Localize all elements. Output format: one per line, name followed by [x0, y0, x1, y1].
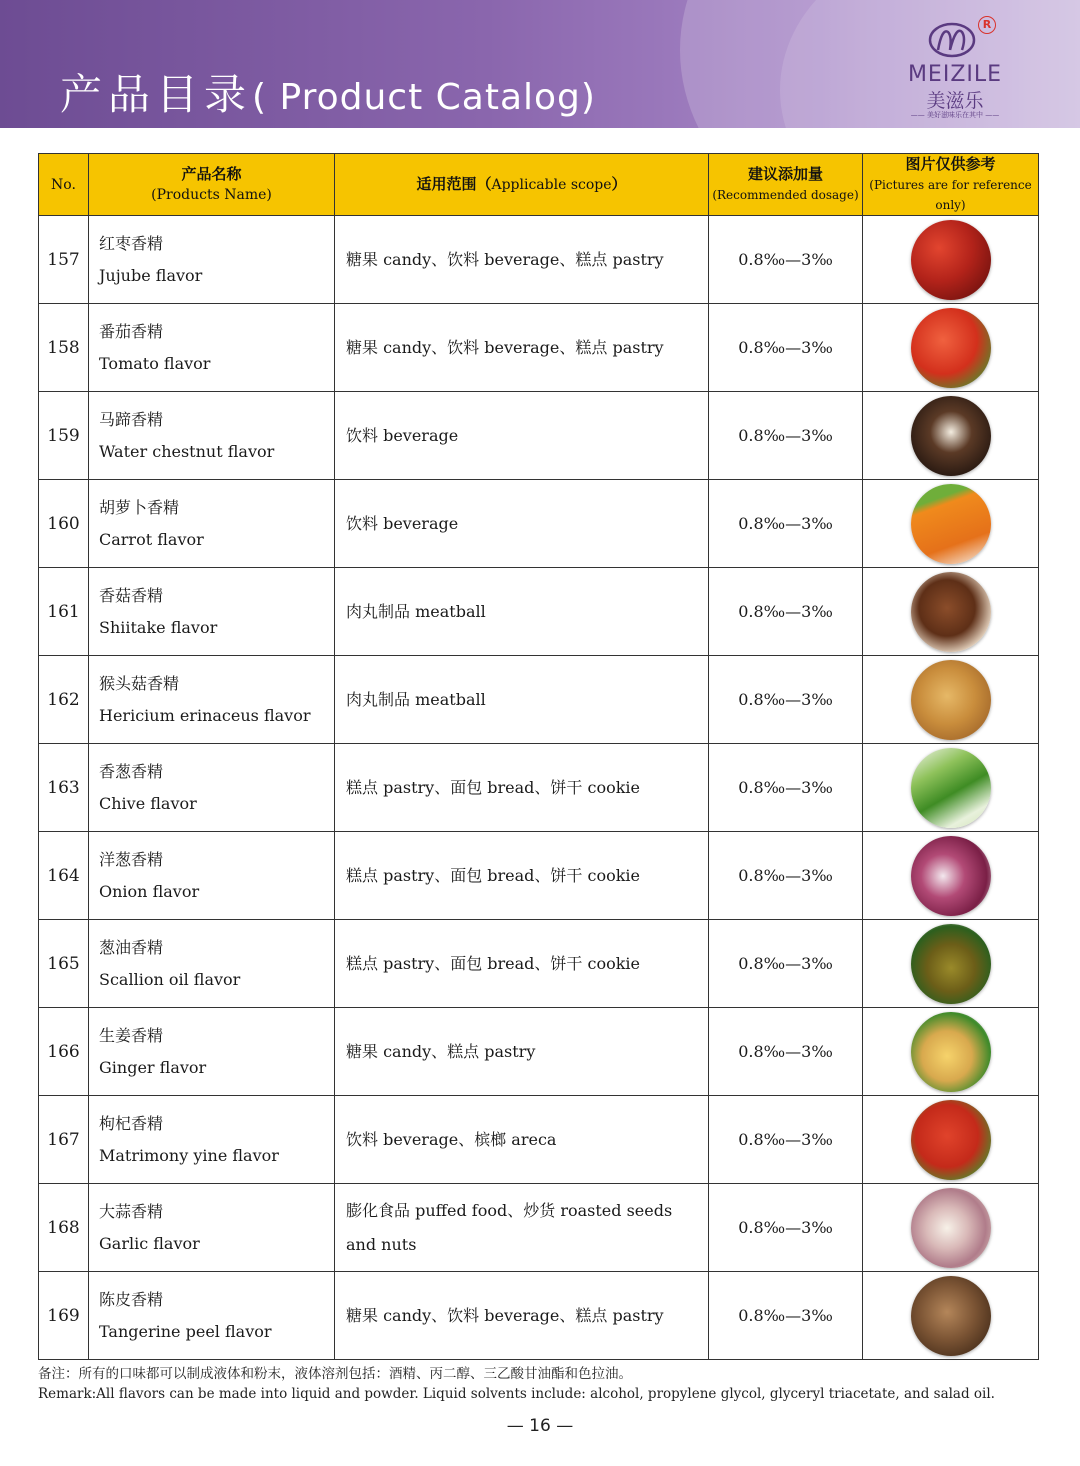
product-picture — [863, 480, 1039, 568]
table-row — [39, 1096, 1039, 1184]
col-header-name — [89, 154, 335, 216]
product-name-cn: 猴头菇香精 — [99, 673, 180, 693]
row-number — [39, 656, 89, 744]
applicable-scope — [335, 1272, 709, 1360]
table-header-row — [39, 154, 1039, 216]
row-number-text: 158 — [47, 337, 80, 358]
product-name-cn: 洋葱香精 — [99, 849, 164, 869]
product-name — [89, 1184, 335, 1272]
recommended-dosage-text: 0.8‰—3‰ — [738, 250, 833, 269]
row-number-text: 166 — [47, 1041, 80, 1062]
page-title-en: ( Product Catalog) — [252, 77, 596, 118]
row-number-text: 163 — [47, 777, 80, 798]
page-title — [60, 62, 596, 122]
product-picture — [863, 216, 1039, 304]
recommended-dosage — [709, 1008, 863, 1096]
product-name-cn: 陈皮香精 — [99, 1289, 164, 1309]
product-name-cn: 马蹄香精 — [99, 409, 164, 429]
recommended-dosage — [709, 304, 863, 392]
applicable-scope-text: 糖果 candy、饮料 beverage、糕点 pastry — [346, 337, 664, 357]
row-number-text: 165 — [47, 953, 80, 974]
product-name-en: Tangerine peel flavor — [99, 1321, 272, 1341]
registered-mark: R — [978, 16, 996, 34]
table-row — [39, 1008, 1039, 1096]
product-picture — [863, 568, 1039, 656]
table-row — [39, 216, 1039, 304]
recommended-dosage-text: 0.8‰—3‰ — [738, 778, 833, 797]
col-header-picture-cn: 图片仅供参考 — [905, 155, 996, 173]
product-name — [89, 304, 335, 392]
product-name-cn: 葱油香精 — [99, 937, 164, 957]
row-number — [39, 480, 89, 568]
table-row — [39, 480, 1039, 568]
recommended-dosage — [709, 920, 863, 1008]
product-name — [89, 920, 335, 1008]
row-number-text: 157 — [47, 249, 80, 270]
col-header-no-label: No. — [51, 176, 76, 193]
product-name-en: Carrot flavor — [99, 529, 204, 549]
applicable-scope — [335, 392, 709, 480]
product-name-cn: 番茄香精 — [99, 321, 164, 341]
product-catalog-table — [38, 153, 1039, 1360]
product-name — [89, 568, 335, 656]
col-header-dosage-cn: 建议添加量 — [747, 165, 823, 183]
row-number — [39, 568, 89, 656]
applicable-scope-text: 膨化食品 puffed food、炒货 roasted seeds and nuts — [346, 1200, 673, 1254]
product-picture — [863, 1272, 1039, 1360]
applicable-scope — [335, 1008, 709, 1096]
product-name-en: Matrimony yine flavor — [99, 1145, 279, 1165]
row-number — [39, 392, 89, 480]
garlic-icon — [911, 1188, 991, 1268]
product-picture — [863, 656, 1039, 744]
recommended-dosage-text: 0.8‰—3‰ — [738, 602, 833, 621]
applicable-scope — [335, 744, 709, 832]
row-number — [39, 1184, 89, 1272]
applicable-scope-text: 饮料 beverage、槟榔 areca — [346, 1129, 557, 1149]
scallion-oil-icon — [911, 924, 991, 1004]
chive-icon — [911, 748, 991, 828]
brand-name-cn: 美滋乐 — [926, 90, 984, 112]
applicable-scope — [335, 216, 709, 304]
page-title-cn: 产品目录 — [60, 70, 253, 119]
row-number — [39, 832, 89, 920]
product-picture — [863, 304, 1039, 392]
applicable-scope-text: 饮料 beverage — [346, 425, 459, 445]
col-header-scope-cn: 适用范围（ — [416, 175, 492, 193]
product-name — [89, 1272, 335, 1360]
product-name — [89, 1096, 335, 1184]
applicable-scope — [335, 656, 709, 744]
table-row — [39, 392, 1039, 480]
product-picture — [863, 744, 1039, 832]
row-number-text: 168 — [47, 1217, 80, 1238]
carrot-icon — [911, 484, 991, 564]
onion-icon — [911, 836, 991, 916]
table-row — [39, 1272, 1039, 1360]
product-name-en: Jujube flavor — [99, 265, 203, 285]
product-name-cn: 香葱香精 — [99, 761, 164, 781]
recommended-dosage — [709, 1184, 863, 1272]
applicable-scope-text: 糖果 candy、糕点 pastry — [346, 1041, 536, 1061]
shiitake-icon — [911, 572, 991, 652]
product-name-cn: 香菇香精 — [99, 585, 164, 605]
table-row — [39, 304, 1039, 392]
recommended-dosage-text: 0.8‰—3‰ — [738, 690, 833, 709]
brand-logo — [890, 14, 1020, 124]
row-number — [39, 744, 89, 832]
row-number-text: 162 — [47, 689, 80, 710]
recommended-dosage — [709, 392, 863, 480]
row-number-text: 160 — [47, 513, 80, 534]
row-number — [39, 1096, 89, 1184]
product-name — [89, 832, 335, 920]
recommended-dosage — [709, 1096, 863, 1184]
product-name — [89, 656, 335, 744]
applicable-scope — [335, 1184, 709, 1272]
page-number: — 16 — — [506, 1416, 574, 1436]
tomato-icon — [911, 308, 991, 388]
applicable-scope-text: 肉丸制品 meatball — [346, 689, 486, 709]
goji-icon — [911, 1100, 991, 1180]
product-name-en: Scallion oil flavor — [99, 969, 241, 989]
col-header-no — [39, 154, 89, 216]
row-number — [39, 1272, 89, 1360]
table-row — [39, 1184, 1039, 1272]
col-header-dosage-en: (Recommended dosage) — [712, 188, 859, 202]
recommended-dosage-text: 0.8‰—3‰ — [738, 1042, 833, 1061]
col-header-scope-en: Applicable scope — [491, 177, 612, 193]
row-number-text: 161 — [47, 601, 80, 622]
row-number — [39, 920, 89, 1008]
recommended-dosage-text: 0.8‰—3‰ — [738, 338, 833, 357]
logo-mark-icon — [928, 22, 976, 58]
applicable-scope — [335, 832, 709, 920]
recommended-dosage — [709, 744, 863, 832]
applicable-scope-text: 糕点 pastry、面包 bread、饼干 cookie — [346, 953, 641, 973]
col-header-name-cn: 产品名称 — [181, 165, 242, 183]
product-name-cn: 胡萝卜香精 — [99, 497, 180, 517]
recommended-dosage-text: 0.8‰—3‰ — [738, 1306, 833, 1325]
row-number — [39, 1008, 89, 1096]
row-number — [39, 216, 89, 304]
recommended-dosage-text: 0.8‰—3‰ — [738, 954, 833, 973]
product-name-en: Shiitake flavor — [99, 617, 218, 637]
product-name — [89, 216, 335, 304]
applicable-scope-text: 糕点 pastry、面包 bread、饼干 cookie — [346, 865, 641, 885]
remark-en: Remark:All flavors can be made into liquid and powder. Liquid solvents include: alcohol, propylene glycol, glyceryl triacetate, and salad oil. — [38, 1386, 995, 1402]
recommended-dosage — [709, 1272, 863, 1360]
hericium-icon — [911, 660, 991, 740]
recommended-dosage-text: 0.8‰—3‰ — [738, 514, 833, 533]
col-header-picture-en: (Pictures are for reference only) — [869, 178, 1032, 212]
applicable-scope-text: 糖果 candy、饮料 beverage、糕点 pastry — [346, 249, 664, 269]
applicable-scope — [335, 480, 709, 568]
col-header-picture — [863, 154, 1039, 216]
remark — [38, 1364, 1048, 1404]
col-header-name-en: (Products Name) — [151, 187, 272, 203]
row-number-text: 169 — [47, 1305, 80, 1326]
product-picture — [863, 920, 1039, 1008]
remark-cn: 备注：所有的口味都可以制成液体和粉末，液体溶剂包括：酒精、丙二醇、三乙酸甘油酯和色拉油。 — [38, 1366, 632, 1382]
product-name-en: Ginger flavor — [99, 1057, 207, 1077]
recommended-dosage-text: 0.8‰—3‰ — [738, 426, 833, 445]
recommended-dosage-text: 0.8‰—3‰ — [738, 1218, 833, 1237]
brand-name: MEIZILE — [907, 62, 1003, 87]
applicable-scope — [335, 568, 709, 656]
applicable-scope — [335, 1096, 709, 1184]
applicable-scope — [335, 920, 709, 1008]
col-header-scope — [335, 154, 709, 216]
product-name-cn: 大蒜香精 — [99, 1201, 164, 1221]
row-number — [39, 304, 89, 392]
table-row — [39, 656, 1039, 744]
brand-slogan-text: 美好滋味乐在其中 — [927, 111, 983, 119]
product-name-cn: 生姜香精 — [99, 1025, 164, 1045]
applicable-scope-text: 肉丸制品 meatball — [346, 601, 486, 621]
table-row — [39, 920, 1039, 1008]
applicable-scope-text: 饮料 beverage — [346, 513, 459, 533]
product-name — [89, 1008, 335, 1096]
product-name-en: Water chestnut flavor — [99, 441, 275, 461]
table-row — [39, 744, 1039, 832]
product-picture — [863, 1184, 1039, 1272]
row-number-text: 164 — [47, 865, 80, 886]
product-name — [89, 392, 335, 480]
recommended-dosage — [709, 216, 863, 304]
applicable-scope — [335, 304, 709, 392]
col-header-dosage — [709, 154, 863, 216]
product-picture — [863, 1096, 1039, 1184]
row-number-text: 167 — [47, 1129, 80, 1150]
recommended-dosage-text: 0.8‰—3‰ — [738, 1130, 833, 1149]
applicable-scope-text: 糕点 pastry、面包 bread、饼干 cookie — [346, 777, 641, 797]
product-name-en: Garlic flavor — [99, 1233, 200, 1253]
col-header-scope-close: ） — [611, 175, 627, 193]
product-name-en: Hericium erinaceus flavor — [99, 705, 311, 725]
tangerine-peel-icon — [911, 1276, 991, 1356]
brand-slogan: —— 美好滋味乐在其中 —— — [910, 111, 1000, 119]
product-picture — [863, 1008, 1039, 1096]
product-picture — [863, 832, 1039, 920]
product-picture — [863, 392, 1039, 480]
recommended-dosage — [709, 832, 863, 920]
table-row — [39, 568, 1039, 656]
recommended-dosage — [709, 656, 863, 744]
jujube-icon — [911, 220, 991, 300]
product-name-cn: 枸杞香精 — [99, 1113, 164, 1133]
product-name-en: Tomato flavor — [99, 353, 211, 373]
recommended-dosage — [709, 568, 863, 656]
product-name — [89, 480, 335, 568]
water-chestnut-icon — [911, 396, 991, 476]
table-row — [39, 832, 1039, 920]
product-name — [89, 744, 335, 832]
recommended-dosage — [709, 480, 863, 568]
recommended-dosage-text: 0.8‰—3‰ — [738, 866, 833, 885]
product-name-en: Onion flavor — [99, 881, 200, 901]
row-number-text: 159 — [47, 425, 80, 446]
applicable-scope-text: 糖果 candy、饮料 beverage、糕点 pastry — [346, 1305, 664, 1325]
ginger-icon — [911, 1012, 991, 1092]
product-name-cn: 红枣香精 — [99, 233, 164, 253]
product-name-en: Chive flavor — [99, 793, 197, 813]
